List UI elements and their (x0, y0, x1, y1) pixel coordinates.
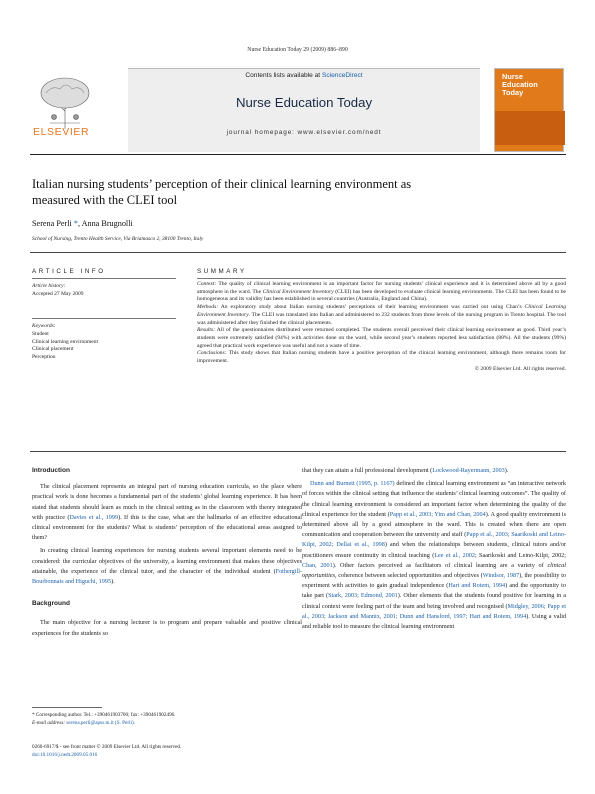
section-heading: Introduction (32, 467, 70, 474)
body-text: ) and when the relationships between students, clinical tutors and/or practitioners ensure continuity in clinical teaching ( (302, 541, 566, 559)
copyright: © 2009 Elsevier Ltd. All rights reserved. (474, 365, 566, 372)
abstract-context (197, 281, 566, 304)
section-heading: Background (32, 600, 70, 608)
cover-title (502, 73, 538, 96)
article-info-heading: ARTICLE INFO (32, 268, 106, 275)
page-footer (32, 743, 181, 759)
abstract-text: . The CLEI was translated into Italian and administered to 232 students from three levels of the nursing program in Trento hospital. The tool was administered after they finished the clinical placements. (197, 311, 566, 326)
reference-link[interactable]: Midgley, 2006; Papp et al., 2003; Jackson and Mannix, 2001; Dunn and Hansford, 1997; Hart and Rotem, 1994 (302, 602, 567, 620)
footnote-email (32, 720, 302, 728)
journal-title: Nurse Education Today (235, 95, 373, 110)
body-column-left (32, 466, 302, 639)
body-text: ), the possibility to experiment with activities to gain gradual independence ( (302, 572, 567, 590)
reference-link[interactable]: Windsor, 1987 (482, 572, 520, 580)
abstract-italic: Clinical Learning Environment Inventory (197, 304, 566, 318)
reference-link[interactable]: Davies et al., 1999 (69, 513, 119, 521)
body-italic: clinical opportunities (302, 561, 566, 580)
keyword: Student (32, 330, 49, 337)
body-text: ). Other elements that the students found positive for learning in a clinical context were feeling part of the team and being involved and recognised ( (302, 592, 567, 610)
cover-title-line: Nurse (502, 72, 523, 81)
body-column-right (302, 466, 566, 632)
journal-cover-thumbnail (494, 68, 564, 152)
summary-heading: SUMMARY (197, 268, 247, 275)
body-paragraph (32, 546, 302, 587)
body-text: that they can attain a full professional development ( (302, 467, 433, 474)
cover-stripe (495, 111, 565, 145)
keywords-rule (32, 318, 176, 319)
reference-link[interactable]: Papp et al., 2003; Yim and Chan, 2004 (389, 510, 486, 518)
cover-title-line: Education (502, 79, 538, 89)
body-text: ). If this is the case, what are the hallmarks of an effective educational clinical environment for the students? What is students’ perception of the educational areas assigned to them? (32, 513, 302, 542)
footnote-rule (32, 707, 102, 708)
abstract-text: This study shows that Italian nursing students have a positive perception of the clinical learning environment, although there remains room for improvement. (197, 350, 566, 365)
contents-prefix: Contents lists available at (245, 72, 322, 79)
header-rule (30, 154, 566, 155)
body-text: ). (111, 578, 115, 586)
context-label: Context: (197, 281, 217, 287)
keywords-label: Keywords: (32, 323, 56, 329)
email-link[interactable]: serena.perli@apss.tn.it (S. Perli). (65, 719, 135, 726)
author-name: Serena Perli (32, 219, 72, 228)
keyword: Clinical learning environment (32, 338, 98, 345)
body-paragraph: The main objective for a nursing lecturer is to program and prepare valuable and positive clinical experiences for the students so (32, 619, 302, 637)
contents-available (128, 72, 480, 79)
cover-title-line: Today (502, 87, 524, 97)
body-paragraph (302, 466, 566, 476)
history-label: Article history: (32, 283, 66, 289)
footnote-corresponding (32, 712, 302, 720)
abstract-text: The quality of clinical learning environment is an important factor for nursing students’ clinical experience and it is determined above all by a good atmosphere in the ward. The (197, 281, 566, 295)
keyword: Perception (32, 354, 56, 361)
issn-line: 0260-6917/$ - see front matter © 2009 Elsevier Ltd. All rights reserved. (32, 744, 182, 750)
body-text: ) and the opportunity to take part ( (302, 582, 566, 600)
article-history (32, 283, 176, 299)
title-rule (30, 252, 566, 253)
reference-link[interactable]: Lockwood-Rayermann, 2003 (432, 467, 505, 474)
body-text: ). (504, 467, 509, 474)
abstract-text: All of the questionnaires distributed were returned completed. The students overall perceived their clinical learning environment as good. Third year’s students were extremely satisfied (94%) with activities done on the ward, while second year’s students reported less satisfaction (88%). All the students (99%) agreed that practical work experience was useful and not a waste of time. (197, 327, 566, 349)
article-title: Italian nursing students’ perception of their clinical learning environment as measured with the CLEI tool (32, 177, 412, 207)
body-text: The clinical placement represents an integral part of nursing education curricula, so the place where practical work is done becomes a fundamental part of the students’ global learning experience. It has been stated that students should learn as much in the clinical setting as in the classroom with theory integrated with practice ( (32, 483, 302, 521)
abstract-methods (197, 304, 566, 327)
summary-rule (197, 278, 566, 279)
journal-homepage[interactable]: journal homepage: www.elsevier.com/nedt (226, 129, 382, 136)
reference-link[interactable]: Chan, 2001 (302, 561, 333, 569)
body-text: defined the clinical learning environment as “an interactive network of forces within the clinical setting that influence the students’ clinical learning outcomes”. The quality of the clinical learning environment is considered an important factor when determining the quality of the clinical experience for the student ( (302, 480, 566, 518)
body-text: In creating clinical learning experiences for nursing students several important elements need to be considered: the curricular objectives of the university, a learning environment that makes these objectives attainable, the experience of the clinical tutor, and the character of the individual student ( (32, 547, 302, 575)
reference-link[interactable]: Lee et al., 2002 (434, 551, 475, 559)
journal-header-box (128, 68, 480, 152)
body-text: ). A good quality environment is determined above all by a good atmosphere in the ward. This is created when there are open communication and cooperation between the university and staff ( (302, 510, 567, 539)
abstract-rule (30, 451, 566, 452)
footnote-mark: * (32, 712, 35, 718)
body-text: , coherence between selected opportunities and objectives ( (335, 572, 483, 580)
body-paragraph (32, 482, 302, 543)
body-text: ; Saarikoski and Leino-Kilpi, 2002; (474, 551, 566, 559)
journal-citation: Nurse Education Today 29 (2009) 886–890 (247, 47, 348, 53)
reference-link[interactable]: Papp et al., 2003; Saarikoski and Leino-Kilpi, 2002; Dellai et al., 1998 (302, 531, 566, 549)
abstract-conclusions (197, 350, 566, 365)
accepted-date: Accepted 27 May 2009 (32, 290, 84, 297)
abstract-italic: Clinical Environment Inventory (262, 288, 334, 295)
elsevier-wordmark: ELSEVIER (33, 126, 90, 138)
keyword: Clinical placement (32, 346, 74, 353)
article-info-rule (32, 278, 176, 279)
affiliation: School of Nursing, Trento Health Service, Via Briamasco 2, 38100 Trento, Italy (32, 236, 204, 242)
reference-link[interactable]: Stark, 2003; Edmond, 2001 (328, 592, 398, 600)
results-label: Results: (197, 327, 216, 334)
author-name: , Anna Brugnolli (77, 219, 133, 228)
body-text: ). Other factors perceived as facilitators of clinical learning are a variety of (332, 561, 548, 569)
reference-link[interactable]: Dunn and Burnett (1995, p. 1167) (310, 480, 395, 488)
doi-link[interactable]: doi:10.1016/j.nedt.2009.05.016 (32, 752, 98, 758)
methods-label: Methods: (197, 304, 219, 311)
body-text: ). Using a valid and reliable tool to measure the clinical learning environment (302, 612, 567, 631)
keywords-block (32, 323, 176, 362)
reference-link[interactable]: Hart and Rotem, 1994 (448, 582, 506, 590)
author-list (32, 219, 133, 228)
corresponding-mark[interactable]: * (71, 219, 78, 228)
reference-link[interactable]: Fothergill-Bourbonnais and Higuchi, 1995 (32, 567, 302, 586)
email-label: E-mail address: (32, 719, 66, 726)
footnote (32, 712, 302, 727)
abstract-text: (CLEI) has been developed to evaluate clinical learning environments. The CLEI has been found to be homogeneous and its validity has been established in several countries (Australia, England and China). (197, 288, 566, 303)
abstract-text: An exploratory study about Italian nursing students’ perceptions of their learning environment was carried out using Chan’s (218, 304, 525, 311)
sciencedirect-link[interactable]: ScienceDirect (321, 72, 363, 79)
body-paragraph (302, 479, 566, 632)
abstract-results (197, 327, 566, 350)
footnote-text: Corresponding author. Tel.: +390461903700; fax: +390461902496. (34, 712, 176, 718)
conclusions-label: Conclusions: (197, 350, 227, 357)
abstract (197, 281, 566, 373)
